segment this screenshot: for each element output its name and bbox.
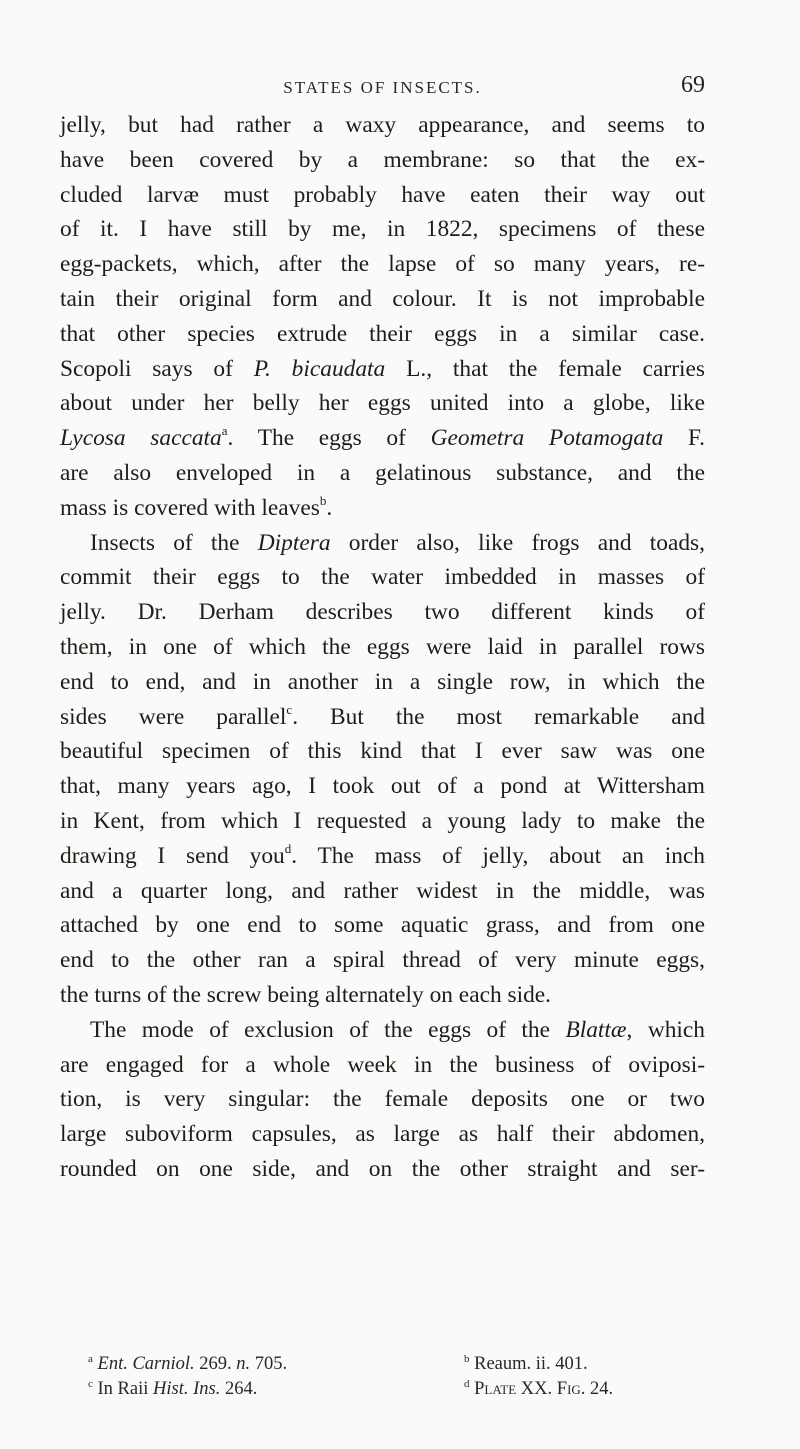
text-run: drawing I send you bbox=[60, 842, 285, 869]
text-run: jelly. Dr. Derham describes two different kinds of bbox=[60, 599, 705, 626]
text-line bbox=[60, 804, 705, 839]
text-run: beautiful specimen of this kind that I ever saw was one bbox=[60, 738, 705, 765]
text-run: of it. I have still by me, in 1822, specimens of these bbox=[60, 216, 705, 243]
text-line bbox=[60, 108, 705, 143]
text-line bbox=[60, 491, 705, 526]
text-run: . bbox=[326, 494, 333, 521]
text-run: . The eggs of bbox=[227, 425, 431, 452]
footnote-row bbox=[88, 1377, 728, 1402]
footnotes bbox=[88, 1352, 728, 1402]
text-run: jelly, but had rather a waxy appearance, and seems to bbox=[60, 112, 705, 138]
text-run: F. bbox=[663, 425, 705, 452]
text-run: , which bbox=[626, 1016, 706, 1043]
text-run: have been covered by a membrane: so that the ex- bbox=[60, 146, 705, 173]
text-line bbox=[60, 595, 705, 630]
text-run: end to the other ran a spiral thread of very minute eggs, bbox=[60, 947, 705, 974]
footnote-b bbox=[464, 1352, 588, 1377]
text-line bbox=[60, 456, 705, 491]
text-line bbox=[60, 978, 705, 1013]
text-line bbox=[60, 247, 705, 282]
text-line bbox=[60, 839, 705, 874]
text-run: mass is covered with leaves bbox=[60, 494, 320, 521]
text-run: attached by one end to some aquatic grass, and from one bbox=[60, 912, 705, 939]
text-line bbox=[60, 178, 705, 213]
text-run: large suboviform capsules, as large as half their abdomen, bbox=[60, 1121, 705, 1148]
text-run: are also enveloped in a gelatinous substance, and the bbox=[60, 459, 705, 486]
italic-text: Hist. Ins. bbox=[153, 1379, 221, 1399]
text-run: . But the most remarkable and bbox=[292, 703, 705, 730]
italic-text: Diptera bbox=[257, 529, 331, 556]
text-line bbox=[60, 143, 705, 178]
text-line bbox=[60, 874, 705, 909]
text-run: the turns of the screw being alternately on each side. bbox=[60, 981, 552, 1008]
italic-text: Geometra Potamogata bbox=[430, 425, 664, 452]
footnote-mark: d bbox=[464, 1378, 470, 1390]
text-run: are engaged for a whole week in the business of oviposi- bbox=[60, 1051, 705, 1078]
text-run: The mode of exclusion of the eggs of the bbox=[90, 1016, 566, 1043]
footnote-mark: b bbox=[464, 1353, 470, 1365]
text-line bbox=[60, 1117, 705, 1152]
footnote-c bbox=[88, 1377, 257, 1402]
footnote-mark: a bbox=[88, 1353, 93, 1365]
body-text bbox=[60, 108, 705, 1187]
text-run: Reaum. ii. 401. bbox=[474, 1354, 588, 1374]
text-run: 269. bbox=[194, 1354, 237, 1374]
text-line bbox=[60, 943, 705, 978]
text-line bbox=[60, 560, 705, 595]
italic-text: n. bbox=[236, 1354, 251, 1374]
footnote-reference: a bbox=[221, 423, 228, 439]
text-run: tion, is very singular: the female deposits one or two bbox=[60, 1086, 705, 1113]
footnote-mark: c bbox=[88, 1378, 93, 1390]
text-line bbox=[60, 700, 705, 735]
text-run: In Raii bbox=[97, 1379, 154, 1399]
text-run: tain their original form and colour. It is not improbable bbox=[60, 285, 705, 312]
footnote-d bbox=[464, 1377, 613, 1402]
text-line bbox=[60, 630, 705, 665]
text-run: 705. bbox=[250, 1354, 288, 1374]
text-line bbox=[60, 908, 705, 943]
text-line bbox=[60, 1013, 705, 1048]
text-run: that, many years ago, I took out of a pond at Wittersham bbox=[60, 773, 705, 800]
running-title: STATES OF INSECTS. bbox=[283, 78, 482, 97]
italic-text: Ent. Carniol. bbox=[97, 1354, 195, 1374]
page-number: 69 bbox=[681, 72, 705, 98]
text-line bbox=[60, 769, 705, 804]
text-line bbox=[60, 526, 705, 561]
footnote-reference: c bbox=[286, 701, 293, 717]
text-run: them, in one of which the eggs were laid in parallel rows bbox=[60, 633, 705, 660]
text-line bbox=[60, 386, 705, 421]
text-run: about under her belly her eggs united into a globe, like bbox=[60, 390, 705, 417]
text-run: . The mass of jelly, about an inch bbox=[291, 842, 705, 869]
text-run: order also, like frogs and toads, bbox=[330, 529, 705, 556]
text-run: end to end, and in another in a single row, in which the bbox=[60, 668, 705, 695]
page-header bbox=[60, 72, 705, 102]
text-run: Insects of the bbox=[90, 529, 258, 556]
text-line bbox=[60, 734, 705, 769]
text-line bbox=[60, 212, 705, 247]
text-line bbox=[60, 282, 705, 317]
text-run: that other species extrude their eggs in a similar case. bbox=[60, 320, 705, 347]
text-line bbox=[60, 1082, 705, 1117]
text-run: and a quarter long, and rather widest in the middle, was bbox=[60, 877, 705, 904]
footnote-row bbox=[88, 1352, 728, 1377]
italic-text: Lycosa saccata bbox=[60, 425, 222, 452]
text-run: Scopoli says of bbox=[60, 355, 254, 382]
text-run: cluded larvæ must probably have eaten their way out bbox=[60, 181, 705, 208]
text-run: L., that the female carries bbox=[385, 355, 705, 382]
text-line bbox=[60, 421, 705, 456]
text-run: 264. bbox=[220, 1379, 258, 1399]
italic-text: P. bicaudata bbox=[253, 355, 386, 382]
footnote-a bbox=[88, 1352, 287, 1377]
text-run: commit their eggs to the water imbedded in masses of bbox=[60, 564, 705, 591]
text-line bbox=[60, 1048, 705, 1083]
italic-text: Blattæ bbox=[565, 1016, 627, 1043]
text-line bbox=[60, 665, 705, 700]
text-line bbox=[60, 1152, 705, 1187]
smallcaps-text: Plate XX. Fig. 24. bbox=[474, 1379, 614, 1399]
text-run: sides were parallel bbox=[60, 703, 287, 730]
text-line bbox=[60, 317, 705, 352]
text-line bbox=[60, 352, 705, 387]
text-run: rounded on one side, and on the other straight and ser- bbox=[60, 1155, 705, 1182]
footnote-reference: d bbox=[284, 840, 292, 856]
text-run: egg-packets, which, after the lapse of so many years, re- bbox=[60, 251, 705, 278]
footnote-reference: b bbox=[319, 492, 327, 508]
text-run: in Kent, from which I requested a young lady to make the bbox=[60, 807, 705, 834]
